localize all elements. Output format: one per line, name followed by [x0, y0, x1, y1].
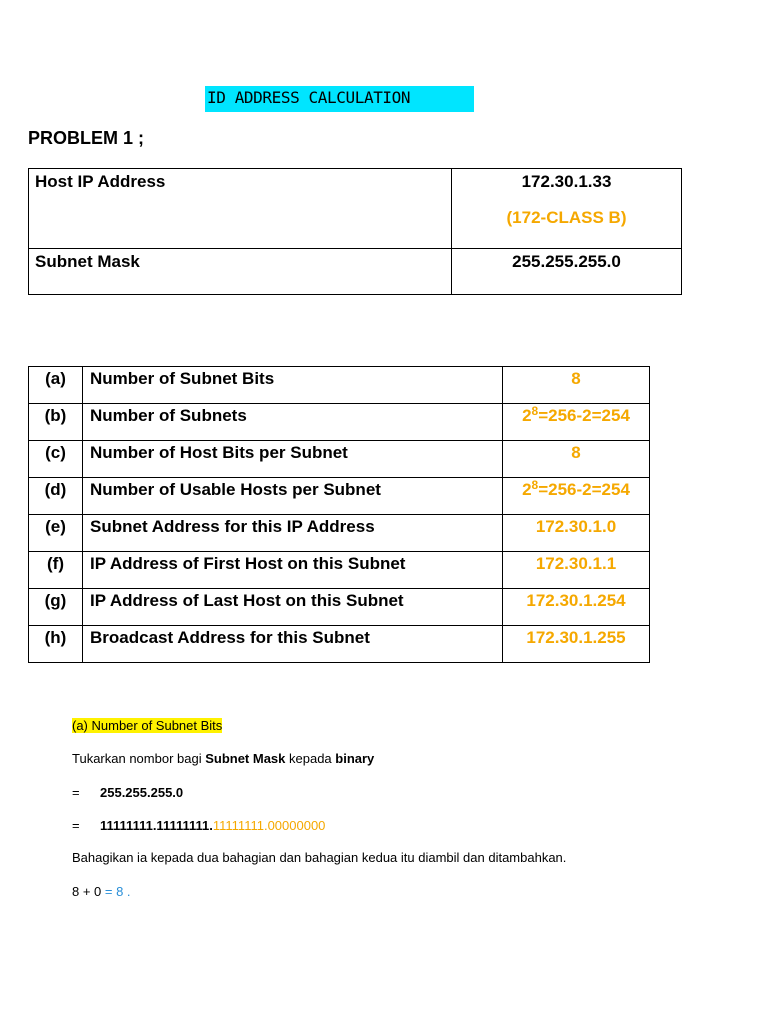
row-answer [503, 404, 650, 441]
row-answer: 8 [503, 441, 650, 478]
host-ip-label: Host IP Address [29, 169, 452, 249]
mask-binary-host: 11111111.00000000 [212, 818, 326, 833]
notes-heading-text: (a) Number of Subnet Bits [72, 718, 223, 733]
note-text: kepada [285, 751, 336, 766]
host-ip-cell [452, 169, 682, 249]
table-row [29, 626, 650, 663]
host-ip-value: 172.30.1.33 [521, 172, 612, 191]
title-highlight [205, 86, 474, 112]
row-key: (c) [29, 441, 83, 478]
notes-line-decimal [72, 785, 183, 800]
table-row [29, 589, 650, 626]
table-row [29, 441, 650, 478]
notes-line-binary [72, 818, 325, 833]
row-answer [503, 478, 650, 515]
row-answer: 172.30.1.1 [503, 552, 650, 589]
table-row [29, 249, 682, 295]
answers-table [28, 366, 650, 663]
row-key: (e) [29, 515, 83, 552]
row-description: Subnet Address for this IP Address [83, 515, 503, 552]
notes-heading [72, 718, 222, 733]
problem-label: PROBLEM 1 ; [28, 128, 145, 148]
page-title: ID ADDRESS CALCULATION [207, 88, 411, 107]
power-result: =256-2=254 [538, 480, 630, 499]
notes-line-convert [72, 751, 374, 766]
sum-expression: 8 + 0 [72, 884, 105, 899]
row-key: (b) [29, 404, 83, 441]
power-exponent: 8 [531, 478, 539, 492]
row-description: Number of Subnets [83, 404, 503, 441]
row-answer: 172.30.1.255 [503, 626, 650, 663]
row-answer: 8 [503, 367, 650, 404]
row-description: Broadcast Address for this Subnet [83, 626, 503, 663]
row-key: (d) [29, 478, 83, 515]
note-bold: binary [335, 751, 375, 766]
subnet-mask-value: 255.255.255.0 [452, 249, 682, 295]
power-base: 2 [522, 480, 532, 499]
table-row [29, 367, 650, 404]
power-exponent: 8 [531, 404, 539, 418]
equals-sign: = [72, 785, 80, 800]
note-text: Tukarkan nombor bagi [72, 751, 206, 766]
subnet-mask-label: Subnet Mask [29, 249, 452, 295]
power-base: 2 [522, 406, 532, 425]
mask-decimal: 255.255.255.0 [100, 785, 184, 800]
table-row [29, 404, 650, 441]
row-description: Number of Subnet Bits [83, 367, 503, 404]
table-row [29, 515, 650, 552]
row-description: Number of Usable Hosts per Subnet [83, 478, 503, 515]
row-key: (f) [29, 552, 83, 589]
row-answer: 172.30.1.254 [503, 589, 650, 626]
row-key: (g) [29, 589, 83, 626]
table-row [29, 552, 650, 589]
mask-binary-network: 11111111.11111111. [100, 818, 213, 833]
row-description: IP Address of Last Host on this Subnet [83, 589, 503, 626]
row-key: (h) [29, 626, 83, 663]
table-row [29, 169, 682, 249]
note-bold: Subnet Mask [205, 751, 286, 766]
table-row [29, 478, 650, 515]
notes-line-explain: Bahagikan ia kepada dua bahagian dan bahagian kedua itu diambil dan ditambahkan. [72, 850, 567, 865]
row-key: (a) [29, 367, 83, 404]
ip-info-table [28, 168, 682, 295]
power-result: =256-2=254 [538, 406, 630, 425]
equals-sign: = [72, 818, 80, 833]
row-answer: 172.30.1.0 [503, 515, 650, 552]
notes-line-sum [72, 884, 131, 899]
sum-result: = 8 . [104, 884, 131, 899]
row-description: IP Address of First Host on this Subnet [83, 552, 503, 589]
row-description: Number of Host Bits per Subnet [83, 441, 503, 478]
ip-class-note: (172-CLASS B) [506, 208, 627, 227]
